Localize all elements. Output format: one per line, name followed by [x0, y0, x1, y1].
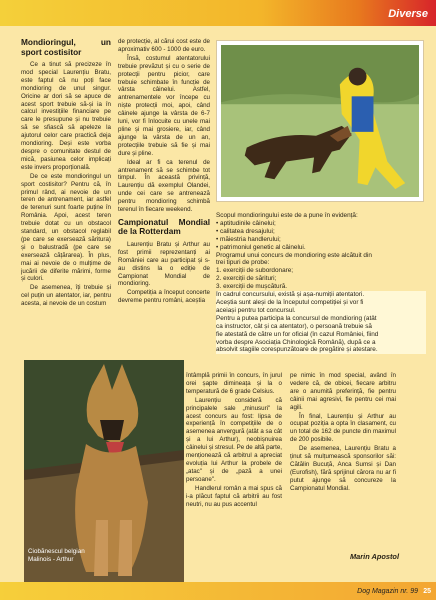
- rules-line: • calitatea dresajului;: [216, 227, 275, 235]
- rules-line: 1. exerciții de subordonare;: [216, 267, 294, 275]
- rules-line: absolvit stagiile corespunzătoare de pregătire și atestare.: [216, 346, 426, 354]
- section-header-bar: [0, 0, 436, 26]
- paragraph: Competiția a început concerte devreme pentru români, aceștia: [118, 289, 210, 305]
- rules-line: Programul unui concurs de mondioring este alcătuit din: [216, 251, 372, 259]
- paragraph: Handlerul român a mai spus că i-a plăcut faptul că arbitrii au fost neutri, nu au pus accentul: [186, 484, 282, 508]
- caption-line: Ciobănescul belgian: [28, 548, 85, 555]
- article-column-1: [21, 38, 111, 356]
- rules-line: • aptitudinile câinelui;: [216, 219, 276, 227]
- paragraph: pe nimic în mod special, având în vedere că, de obicei, fiecare arbitru are o anumită preferință, fie pentru câinii mai agresivi, fie pentru cei mai agili.: [290, 372, 396, 411]
- article-column-4: [290, 372, 396, 544]
- rules-line: Scopul mondioringului este de a pune în evidență:: [216, 212, 358, 219]
- caption-line: Malinois - Arthur: [28, 555, 74, 563]
- rules-line: 3. exerciții de mușcătură.: [216, 283, 288, 291]
- rules-line: Aceștia sunt aleși de la începutul competiției și vor fi: [216, 299, 426, 307]
- rules-line: • patrimoniul genetic al câinelui.: [216, 243, 306, 251]
- paragraph: de protecție, al cărui cost este de aproximativ 600 - 1000 de euro.: [118, 38, 210, 53]
- rules-line: 2. exerciții de sărituri;: [216, 275, 277, 283]
- rules-line: În cadrul concursului, există și așa-numiții atentatori.: [216, 291, 426, 299]
- paragraph: Laurențiu consideră că principalele sale „minusuri" la acest concurs au fost: lipsa de experiență în competițiile de o asemenea anvergură (atât a sa cât și a lui Arthur), neobișnuirea câinelui și stresul. Pe de altă parte, menționează că arbitrul a apreciat evoluția lui Arthur la probele de „atac" și de „pază a unei persoane".: [186, 396, 282, 483]
- magazine-issue: Dog Magazin nr. 99: [357, 588, 418, 595]
- rules-line: ca instructor, cât și ca atentator), o persoană trebuie să: [216, 323, 426, 331]
- paragraph: De asemenea, Laurențiu Bratu a ținut să mulțumească sponsorilor săi: Cătălin Bucuță, Anca Sumsi și Dan (Eurofish), fără sprijinul cărora nu ar fi putut ajunge să concureze la Campionatul Mondial.: [290, 445, 396, 492]
- rules-line: aceiași pentru tot concursul.: [216, 307, 426, 315]
- paragraph: În final, Laurențiu și Arthur au ocupat poziția a opta în clasament, cu un total de 162 de puncte din maximul de 200 posibile.: [290, 412, 396, 444]
- rules-info-box: [216, 212, 426, 362]
- paragraph: De ce este mondioringul un sport costisitor? Pentru că, în primul rând, ai nevoie de un teren de antrenament, iar astfel de terenuri sunt foarte puține în România. Apoi, acest teren trebuie dotat cu un obstacol standard, un obstacol reglabil (pe care se exersează săritura) și o balustradă (pe care se exersează cățărarea). În plus, mai ai nevoie de o mulțime de jucării de diferite mărimi, forme și culori.: [21, 172, 111, 283]
- rules-line: • măiestria handlerului;: [216, 235, 281, 243]
- rules-line: trei tipuri de probe:: [216, 259, 270, 267]
- subheading-costly-sport: Mondioringul, un sport costisitor: [21, 38, 111, 57]
- photo-caption: [28, 548, 100, 563]
- photo-dog-attack-training: [216, 40, 424, 202]
- page-number: 25: [423, 588, 431, 595]
- paragraph: De asemenea, îți trebuie și cel puțin un atentator, iar, pentru acesta, ai nevoie de un costum: [21, 284, 111, 308]
- paragraph: întâmplă primii în concurs, în jurul orei șapte dimineața și la o temperatură de 6 grade Celsius.: [186, 372, 282, 395]
- paragraph: Laurențiu Bratu și Arthur au fost primii reprezentanți ai României care au participat și s-au distins la o ediție de Campionat Mondial de mondioring.: [118, 240, 210, 288]
- author-name: Marin Apostol: [350, 552, 399, 561]
- paragraph: Ce a tinut să precizeze în mod special Laurențiu Bratu, este faptul că nu poți face mondioring de unul singur. Oricine ar dori să se apuce de acest sport trebuie să-și ia în calcul investițiile financiare pe care le presupune și nu trebuie să se sfiască să apeleze la ajutorul celor care practică deja mondioring. Deși este vorba despre o comunitate destul de mică, pasiunea celor implicați este invers proporțională.: [21, 61, 111, 171]
- article-column-2: [118, 38, 210, 356]
- article-column-3: [186, 372, 282, 580]
- rules-line: vorba despre Asociația Chinologică Română), după ce a: [216, 339, 426, 347]
- subheading-world-championship: Campionatul Mondial de la Rotterdam: [118, 216, 210, 237]
- paragraph: Ideal ar fi ca terenul de antrenament să se schimbe tot timpul. În această privință, Laurențiu dă exemplul Olandei, unde cei care se antrenează pentru mondioring schimbă terenul în fiecare weekend.: [118, 158, 210, 214]
- paragraph: Însă, costumul atentatorului trebuie prevăzut și cu o serie de protecții pentru picior, care trebuie schimbate în funcție de vârsta câinelui. Astfel, antrenamentele vor începe cu niște protecții moi, apoi, când câinele ajunge la vârsta de 6-7 luni, vor fi înlocuite cu unele mai pline și mai grosiere, iar, când ajunge la vârsta de un an, protecțiile trebuie să fie și mai dure și pline.: [118, 54, 210, 157]
- rules-line: Pentru a putea participa la concursul de mondioring (atât: [216, 315, 426, 323]
- rules-line: fie atestată de către un for oficial (în cazul României, fiind: [216, 331, 426, 339]
- section-label: Diverse: [388, 8, 428, 20]
